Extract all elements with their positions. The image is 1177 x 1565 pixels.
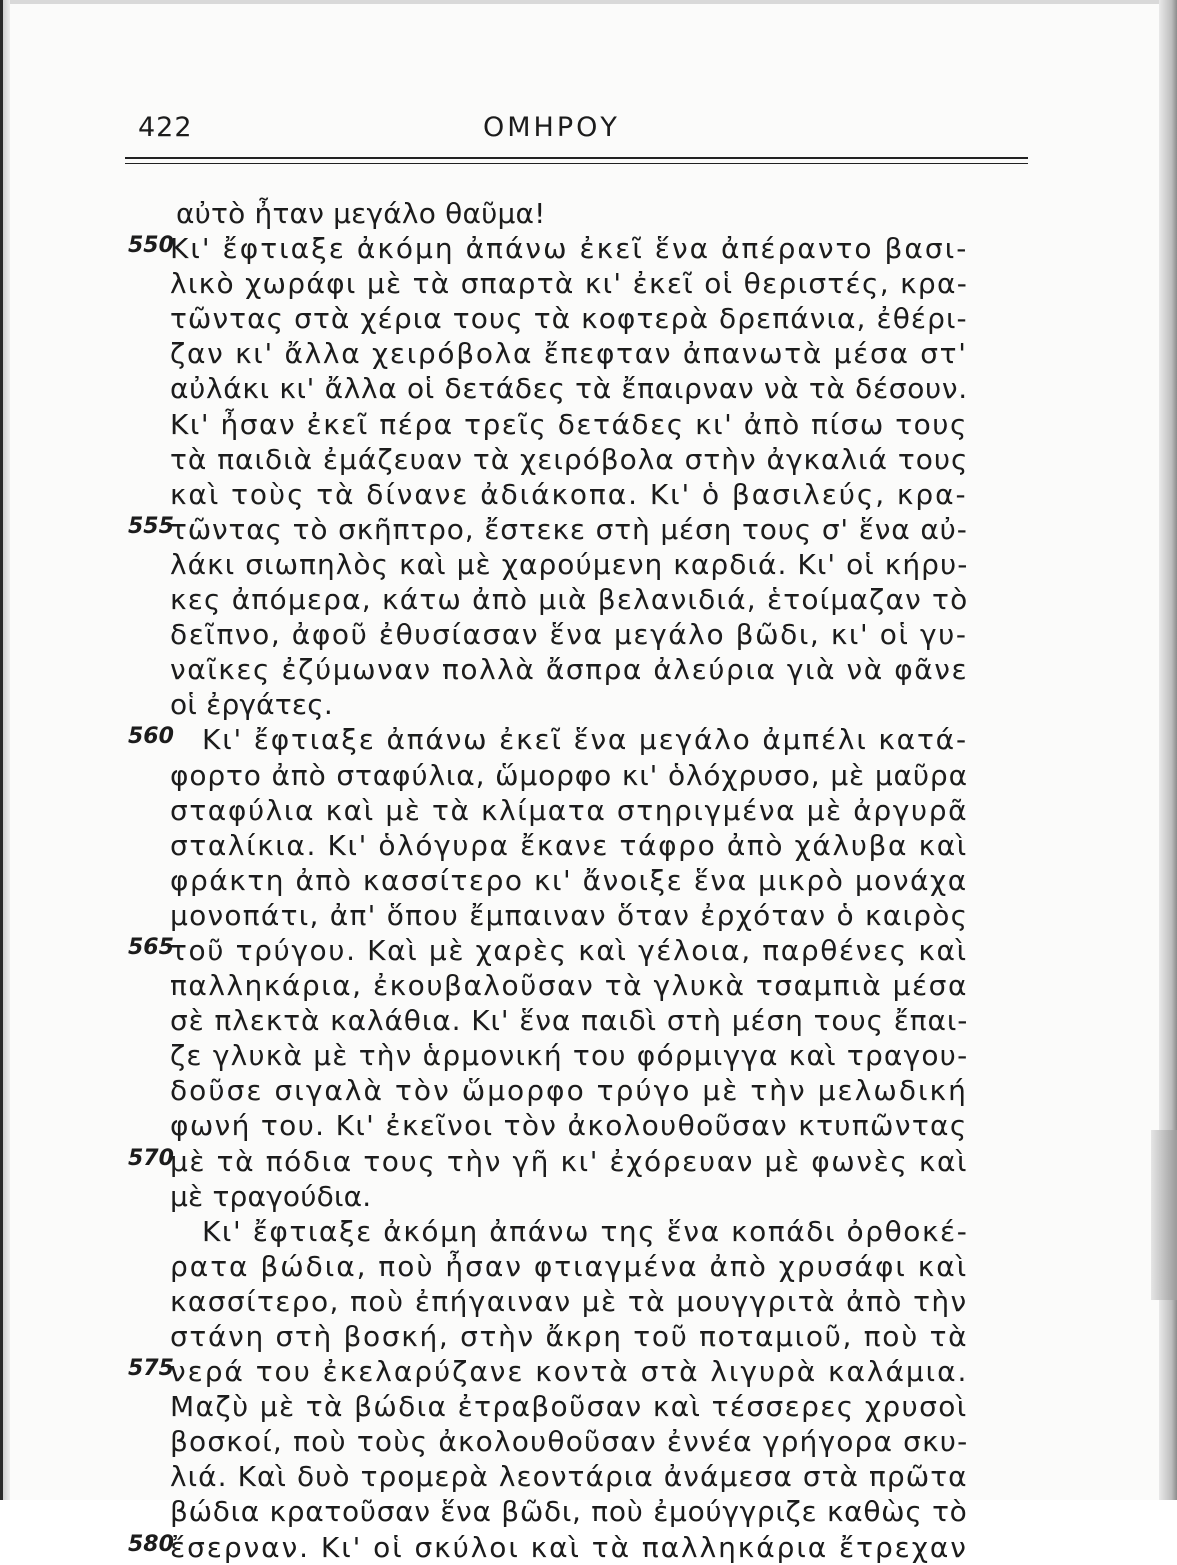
text-line: [0, 722, 1177, 757]
line-text: λικὸ χωράφι μὲ τὰ σπαρτὰ κι' ἐκεῖ οἱ θεριστές, κρα-: [170, 267, 969, 301]
line-text: τῶντας τὸ σκῆπτρο, ἔστεκε στὴ μέση τους σ' ἕνα αὐ-: [170, 512, 968, 546]
text-line: [0, 863, 1177, 898]
text-line: [0, 512, 1177, 547]
text-line: [0, 1214, 1177, 1249]
verse-line-number: 565: [128, 934, 174, 960]
line-text: φράκτη ἀπὸ κασσίτερο κι' ἄνοιξε ἕνα μικρὸ μονάχα: [170, 863, 968, 897]
line-text: σταφύλια καὶ μὲ τὰ κλίματα στηριγμένα μὲ ἀργυρᾶ: [170, 793, 969, 827]
line-text: τῶντας στὰ χέρια τους τὰ κοφτερὰ δρεπάνια, ἐθέρι-: [170, 302, 968, 336]
text-line: [0, 1003, 1177, 1038]
line-text: κασσίτερο, ποὺ ἐπήγαιναν μὲ τὰ μουγγριτὰ ἀπὸ τὴν: [170, 1284, 968, 1318]
text-line: [0, 196, 1177, 231]
text-line: [0, 582, 1177, 617]
line-text: λιά. Καὶ δυὸ τρομερὰ λεοντάρια ἀνάμεσα στὰ πρῶτα: [170, 1460, 968, 1494]
line-text: ζαν κι' ἄλλα χειρόβολα ἔπεφταν ἀπανωτὰ μέσα στ': [170, 337, 968, 371]
line-text: δοῦσε σιγαλὰ τὸν ὥμορφο τρύγο μὲ τὴν μελωδική: [170, 1074, 968, 1108]
text-line: [0, 1284, 1177, 1319]
verse-line-number: 555: [128, 513, 174, 539]
line-text: βώδια κρατοῦσαν ἕνα βῶδι, ποὺ ἐμούγγριζε καθὼς τὸ: [170, 1495, 968, 1529]
line-text: καὶ τοὺς τὰ δίνανε ἀδιάκοπα. Κι' ὁ βασιλεύς, κρα-: [170, 477, 968, 511]
text-line: [0, 1038, 1177, 1073]
text-line: [0, 1354, 1177, 1389]
text-line: [0, 1424, 1177, 1459]
text-line: [0, 758, 1177, 793]
text-line: [0, 1073, 1177, 1108]
line-text: Κι' ἔφτιαξε ἀκόμη ἀπάνω ἐκεῖ ἕνα ἀπέραντο βασι-: [170, 232, 969, 266]
text-line: [0, 898, 1177, 933]
line-text: παλληκάρια, ἐκουβαλοῦσαν τὰ γλυκὰ τσαμπιὰ μέσα: [170, 969, 968, 1003]
line-text: Μαζὺ μὲ τὰ βώδια ἐτραβοῦσαν καὶ τέσσερες χρυσοὶ: [170, 1390, 968, 1424]
line-text: ἔσερναν. Κι' οἱ σκύλοι καὶ τὰ παλληκάρια ἔτρεχαν: [170, 1530, 968, 1564]
text-line: [0, 968, 1177, 1003]
line-text: δεῖπνο, ἀφοῦ ἐθυσίασαν ἕνα μεγάλο βῶδι, κι' οἱ γυ-: [170, 618, 968, 652]
text-line: [0, 617, 1177, 652]
text-line: [0, 1144, 1177, 1179]
text-line: [0, 231, 1177, 266]
text-line: [0, 301, 1177, 336]
text-line: [0, 828, 1177, 863]
line-text: ρατα βώδια, ποὺ ἦσαν φτιαγμένα ἀπὸ χρυσάφι καὶ: [170, 1249, 969, 1283]
text-line: [0, 1319, 1177, 1354]
text-line: [0, 1389, 1177, 1424]
text-line: [0, 1108, 1177, 1143]
header-rule-thin: [125, 163, 1028, 164]
line-text: τοῦ τρύγου. Καὶ μὲ χαρὲς καὶ γέλοια, παρθένες καὶ: [170, 933, 968, 967]
line-text: μὲ τὰ πόδια τους τὴν γῆ κι' ἐχόρευαν μὲ φωνὲς καὶ: [170, 1144, 969, 1178]
verse-line-number: 580: [128, 1531, 174, 1557]
line-text: αὐτὸ ἦταν μεγάλο θαῦμα!: [176, 197, 546, 230]
verse-line-number: 550: [128, 233, 174, 259]
page-top-edge: [0, 0, 1177, 4]
line-text: Κι' ἔφτιαξε ἀπάνω ἐκεῖ ἕνα μεγάλο ἀμπέλι κατά-: [202, 723, 968, 757]
line-text: νερά του ἐκελαρύζανε κοντὰ στὰ λιγυρὰ καλάμια.: [170, 1355, 969, 1389]
text-line: [0, 793, 1177, 828]
line-text: λάκι σιωπηλὸς καὶ μὲ χαρούμενη καρδιά. Κι' οἱ κήρυ-: [170, 547, 969, 581]
verse-line-number: 575: [128, 1356, 174, 1382]
running-header: [138, 112, 1028, 152]
text-line: [0, 652, 1177, 687]
text-line: [0, 1249, 1177, 1284]
line-text: μονοπάτι, ἀπ' ὅπου ἔμπαιναν ὅταν ἐρχόταν ὁ καιρὸς: [170, 898, 969, 932]
text-line: [0, 407, 1177, 442]
text-line: [0, 933, 1177, 968]
verse-line-number: 570: [128, 1145, 174, 1171]
page-number: 422: [138, 112, 193, 143]
text-line: [0, 336, 1177, 371]
text-line: [0, 442, 1177, 477]
body-text: [0, 196, 1177, 1565]
text-line: [0, 266, 1177, 301]
verse-line-number: 560: [128, 724, 174, 750]
text-line: [0, 687, 1177, 722]
line-text: σταλίκια. Κι' ὁλόγυρα ἔκανε τάφρο ἀπὸ χάλυβα καὶ: [170, 828, 968, 862]
line-text: φορτο ἀπὸ σταφύλια, ὥμορφο κι' ὁλόχρυσο, μὲ μαῦρα: [170, 758, 968, 792]
text-line: [0, 1530, 1177, 1565]
running-title: ΟΜΗΡΟΥ: [483, 112, 620, 143]
text-line: [0, 371, 1177, 406]
line-text: μὲ τραγούδια.: [170, 1179, 372, 1213]
line-text: στάνη στὴ βοσκή, στὴν ἄκρη τοῦ ποταμιοῦ, ποὺ τὰ: [170, 1320, 969, 1353]
line-text: ζε γλυκὰ μὲ τὴν ἁρμονική του φόρμιγγα καὶ τραγου-: [170, 1039, 969, 1073]
text-line: [0, 1459, 1177, 1494]
text-line: [0, 477, 1177, 512]
text-line: [0, 547, 1177, 582]
line-text: αὐλάκι κι' ἄλλα οἱ δετάδες τὰ ἔπαιρναν νὰ τὰ δέσουν.: [170, 372, 968, 406]
line-text: κες ἀπόμερα, κάτω ἀπὸ μιὰ βελανιδιά, ἑτοίμαζαν τὸ: [170, 583, 969, 617]
line-text: ναῖκες ἐζύμωναν πολλὰ ἄσπρα ἀλεύρια γιὰ νὰ φᾶνε: [170, 653, 969, 687]
header-rule: [125, 157, 1028, 159]
line-text: σὲ πλεκτὰ καλάθια. Κι' ἕνα παιδὶ στὴ μέση τους ἔπαι-: [170, 1004, 969, 1038]
line-text: βοσκοί, ποὺ τοὺς ἀκολουθοῦσαν ἐννέα γρήγορα σκυ-: [170, 1425, 969, 1459]
line-text: Κι' ἦσαν ἐκεῖ πέρα τρεῖς δετάδες κι' ἀπὸ πίσω τους: [170, 407, 968, 441]
line-text: φωνή του. Κι' ἐκεῖνοι τὸν ἀκολουθοῦσαν κτυπῶντας: [170, 1109, 968, 1143]
line-text: Κι' ἔφτιαξε ἀκόμη ἀπάνω της ἕνα κοπάδι ὀρθοκέ-: [202, 1214, 969, 1248]
line-text: τὰ παιδιὰ ἐμάζευαν τὰ χειρόβολα στὴν ἀγκαλιά τους: [170, 442, 969, 476]
text-line: [0, 1179, 1177, 1214]
line-text: οἱ ἐργάτες.: [170, 688, 333, 722]
